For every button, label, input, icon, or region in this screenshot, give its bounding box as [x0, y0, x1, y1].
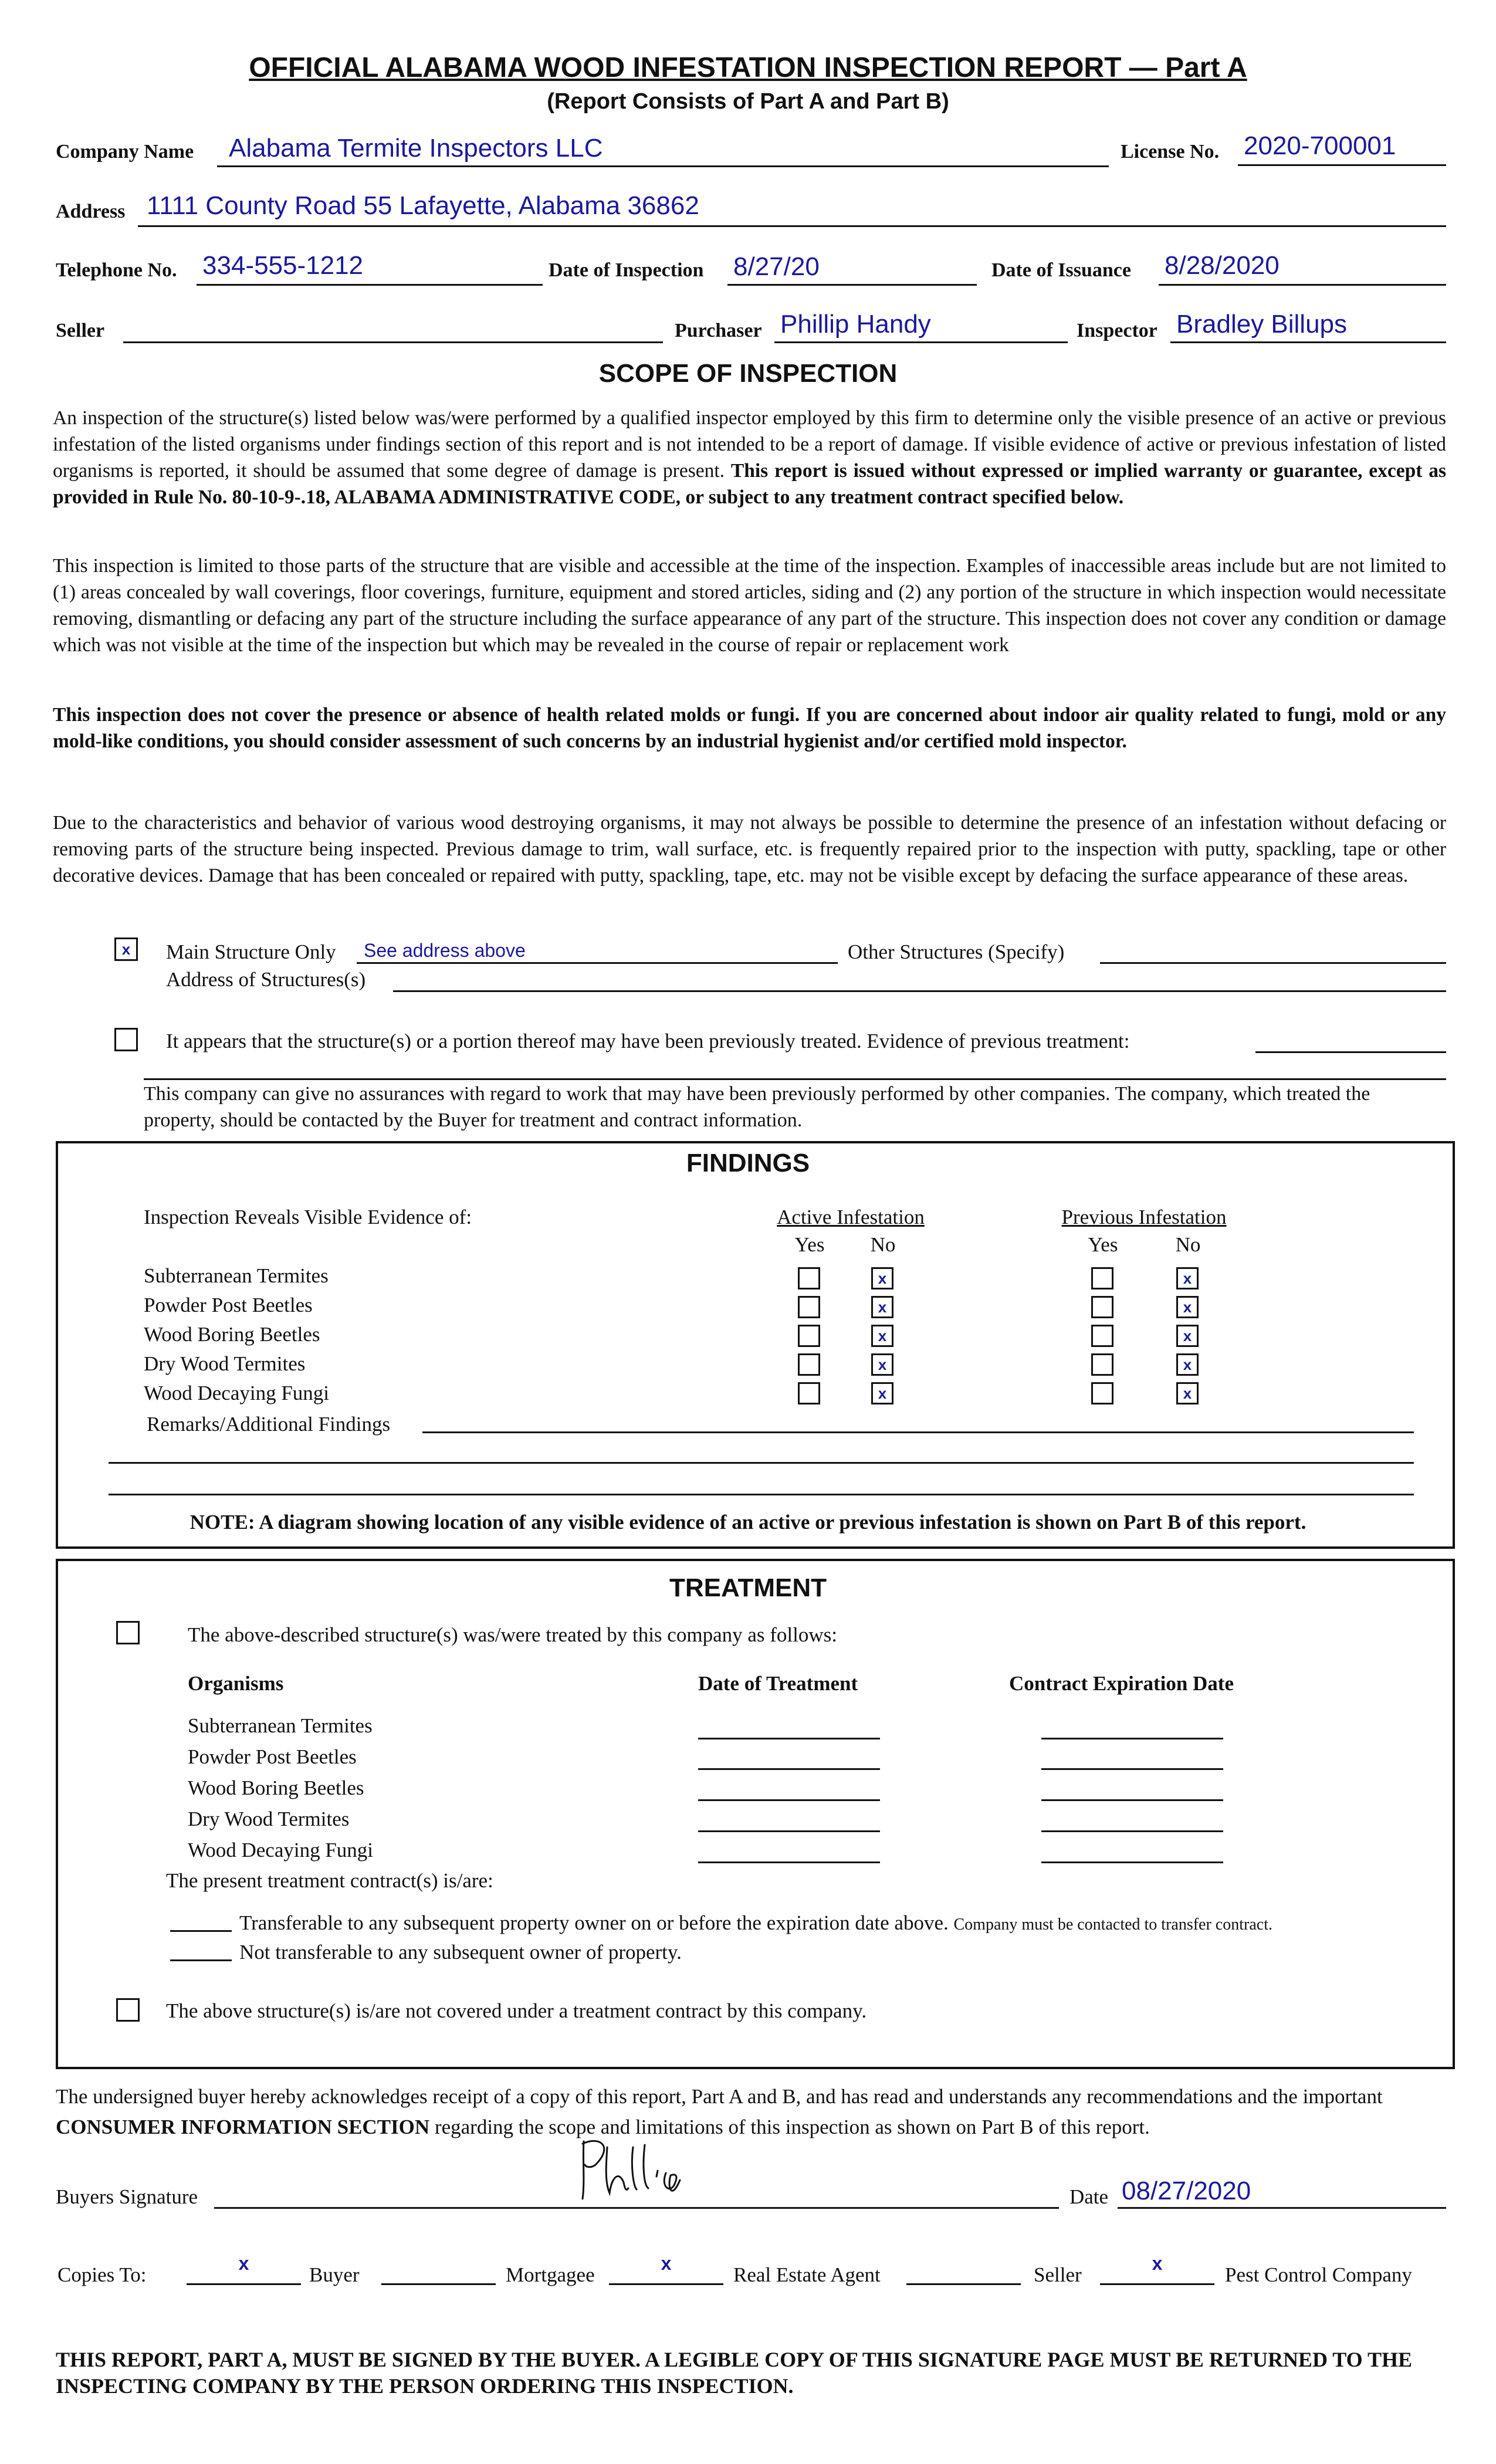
- active-no-checkbox[interactable]: x: [871, 1296, 893, 1318]
- copies-agent-line: [609, 2283, 723, 2285]
- scope-paragraph-3: This inspection does not cover the presence or absence of health related molds or fungi. If you are concerned about indoor air quality related to fungi, mold or any mold-like conditions, you should consider assessment of such concerns by an industrial hygienist and/or certified mold inspector.: [53, 704, 1446, 752]
- copies-seller-label: Seller: [1034, 2263, 1082, 2286]
- treatment-organism: Dry Wood Termites: [188, 1808, 350, 1830]
- main-structure-label: Main Structure Only: [166, 940, 336, 963]
- acknowledgement-date-value[interactable]: 08/27/2020: [1122, 2177, 1251, 2205]
- main-structure-value[interactable]: See address above: [364, 940, 526, 961]
- present-contract-label: The present treatment contract(s) is/are:: [166, 1869, 493, 1892]
- active-yes-checkbox[interactable]: [798, 1325, 820, 1347]
- company-name-label: Company Name: [56, 141, 194, 163]
- inspector-label: Inspector: [1077, 320, 1157, 341]
- active-yes-header: Yes: [794, 1233, 825, 1256]
- active-no-checkbox[interactable]: x: [871, 1382, 893, 1404]
- previous-infestation-header: Previous Infestation: [1061, 1206, 1227, 1228]
- copies-mortgagee-label: Mortgagee: [506, 2263, 595, 2286]
- contract-expiration-line[interactable]: [1041, 1830, 1223, 1832]
- treatment-date-line[interactable]: [698, 1768, 880, 1770]
- treated-label: The above-described structure(s) was/were treated by this company as follows:: [188, 1623, 837, 1646]
- buyers-signature-line[interactable]: [214, 2207, 1059, 2209]
- date-of-treatment-column-header: Date of Treatment: [698, 1672, 858, 1695]
- copies-buyer-line: [187, 2283, 301, 2285]
- scope-paragraph-1: An inspection of the structure(s) listed below was/were performed by a qualified inspector employed by this firm to determine only the visible presence of an active or previous infestation of the listed organisms under findings section of this report and is not intended to be a report of damage. If visible evidence of active or previous infestation of listed organisms is reported, it should be assumed that some degree of damage is present. This report is issued without expressed or implied warranty or guarantee, except as provided in Rule No. 80-10-9-.18, ALABAMA ADMINISTRATIVE CODE, or subject to any treatment contract specified below.: [53, 407, 1447, 508]
- address-label: Address: [56, 201, 126, 222]
- scope-heading: SCOPE OF INSPECTION: [598, 359, 898, 388]
- date-inspection-label: Date of Inspection: [549, 259, 704, 281]
- previously-treated-checkbox[interactable]: [114, 1028, 138, 1051]
- purchaser-value[interactable]: Phillip Handy: [780, 310, 931, 339]
- purchaser-label: Purchaser: [675, 320, 762, 341]
- copies-to-label: Copies To:: [57, 2263, 147, 2286]
- copies-pest-line: [1100, 2283, 1214, 2285]
- address-line: [138, 225, 1446, 227]
- treatment-heading: TREATMENT: [669, 1573, 827, 1602]
- seller-line: [123, 341, 663, 343]
- scope-paragraph-4: Due to the characteristics and behavior of various wood destroying organisms, it may not always be possible to determine the presence of an infestation without defacing or removing parts of the structure being inspected. Previous damage to trim, wall surface, etc. is frequently repaired prior to the inspection with putty, spackling, tape or other decorative devices. Damage that has been concealed or repaired with putty, spackling, tape, etc. may not be visible except by defacing the surface appearance of these areas.: [53, 812, 1446, 886]
- previous-yes-checkbox[interactable]: [1091, 1353, 1113, 1376]
- copies-pest-mark[interactable]: x: [1152, 2253, 1163, 2274]
- active-no-checkbox[interactable]: x: [871, 1267, 893, 1289]
- previous-no-checkbox[interactable]: x: [1176, 1382, 1199, 1404]
- previous-yes-checkbox[interactable]: [1091, 1296, 1113, 1318]
- date-inspection-line: [727, 284, 977, 286]
- previous-no-checkbox[interactable]: x: [1176, 1325, 1199, 1347]
- treatment-date-line[interactable]: [698, 1861, 880, 1863]
- report-subtitle: (Report Consists of Part A and Part B): [547, 89, 949, 114]
- treatment-date-line[interactable]: [698, 1738, 880, 1739]
- telephone-line: [197, 284, 543, 286]
- footer-notice: THIS REPORT, PART A, MUST BE SIGNED BY THE BUYER. A LEGIBLE COPY OF THIS SIGNATURE PAGE MUST BE RETURNED TO THE INSPECTING COMPANY BY THE PERSON ORDERING THIS INSPECTION.: [56, 2348, 1413, 2398]
- assurance-text: This company can give no assurances with regard to work that may have been previously performed by other companies. The company, which treated the property, should be contacted by the Buyer for treatment and contract information.: [144, 1083, 1370, 1131]
- previous-no-checkbox[interactable]: x: [1176, 1267, 1199, 1289]
- remarks-line-3[interactable]: [109, 1494, 1414, 1495]
- copies-buyer-mark[interactable]: x: [238, 2253, 249, 2274]
- date-issuance-label: Date of Issuance: [991, 259, 1131, 281]
- treatment-date-line[interactable]: [698, 1799, 880, 1801]
- remarks-label: Remarks/Additional Findings: [147, 1413, 391, 1436]
- active-yes-checkbox[interactable]: [798, 1296, 820, 1318]
- findings-organism: Powder Post Beetles: [144, 1294, 313, 1316]
- previous-treatment-line-1: [1255, 1051, 1446, 1053]
- remarks-line-2[interactable]: [109, 1462, 1414, 1464]
- date-issuance-value[interactable]: 8/28/2020: [1165, 251, 1280, 280]
- active-yes-checkbox[interactable]: [798, 1353, 820, 1376]
- previous-yes-checkbox[interactable]: [1091, 1382, 1113, 1404]
- previous-no-checkbox[interactable]: x: [1176, 1296, 1199, 1318]
- other-structures-label: Other Structures (Specify): [848, 940, 1065, 963]
- previous-yes-checkbox[interactable]: [1091, 1267, 1113, 1289]
- date-label: Date: [1069, 2185, 1109, 2208]
- date-inspection-value[interactable]: 8/27/20: [733, 252, 820, 281]
- acknowledgement-text: The undersigned buyer hereby acknowledges receipt of a copy of this report, Part A and B, and has read and understands any recommendations and the important CONSUMER INFORMATION SECTION regarding the scope and limitations of this inspection as shown on Part B of this report.: [56, 2085, 1383, 2138]
- active-no-checkbox[interactable]: x: [871, 1353, 893, 1376]
- active-no-checkbox[interactable]: x: [871, 1325, 893, 1347]
- active-infestation-header: Active Infestation: [777, 1206, 925, 1228]
- contract-expiration-line[interactable]: [1041, 1861, 1223, 1863]
- findings-organism: Subterranean Termites: [144, 1264, 329, 1287]
- not-transferable-label: Not transferable to any subsequent owner of property.: [239, 1941, 682, 1964]
- not-covered-label: The above structure(s) is/are not covered under a treatment contract by this company.: [166, 1999, 867, 2022]
- purchaser-line: [774, 341, 1068, 343]
- findings-organism: Wood Decaying Fungi: [144, 1382, 330, 1404]
- previously-treated-label: It appears that the structure(s) or a portion thereof may have been previously treated. Evidence of previous treatment:: [166, 1030, 1130, 1052]
- reveals-label: Inspection Reveals Visible Evidence of:: [144, 1206, 472, 1228]
- remarks-line-1[interactable]: [422, 1431, 1414, 1433]
- findings-heading: FINDINGS: [686, 1149, 810, 1177]
- license-value[interactable]: 2020-700001: [1244, 131, 1396, 160]
- treatment-organism: Wood Boring Beetles: [188, 1776, 364, 1799]
- active-no-header: No: [870, 1233, 896, 1256]
- company-name-line: [217, 165, 1109, 167]
- transferable-blank[interactable]: [170, 1930, 232, 1932]
- treatment-organism: Wood Decaying Fungi: [188, 1839, 374, 1861]
- contract-expiration-line[interactable]: [1041, 1738, 1223, 1739]
- treatment-date-line[interactable]: [698, 1830, 880, 1832]
- company-name-value[interactable]: Alabama Termite Inspectors LLC: [229, 134, 603, 163]
- contract-expiration-column-header: Contract Expiration Date: [1009, 1672, 1234, 1695]
- acknowledgement-date-line: [1118, 2207, 1446, 2209]
- findings-note: NOTE: A diagram showing location of any visible evidence of an active or previous infestation is shown on Part B of this report.: [189, 1511, 1307, 1534]
- treatment-organism: Powder Post Beetles: [188, 1745, 357, 1768]
- main-structure-checkbox[interactable]: x: [114, 937, 138, 961]
- telephone-label: Telephone No.: [56, 259, 177, 281]
- active-yes-checkbox[interactable]: [798, 1382, 820, 1404]
- findings-organism: Dry Wood Termites: [144, 1352, 306, 1375]
- other-structures-line: [1100, 962, 1446, 964]
- transferable-label: Transferable to any subsequent property owner on or before the expiration date above. Company must be contacted to transfer contract.: [239, 1911, 1272, 1934]
- copies-pest-label: Pest Control Company: [1225, 2263, 1412, 2286]
- scope-paragraph-2: This inspection is limited to those parts of the structure that are visible and accessible at the time of the inspection. Examples of inaccessible areas include but are not limited to (1) areas concealed by wall coverings, floor coverings, furniture, equipment and stored articles, siding and (2) any portion of the structure in which inspection would necessitate removing, dismantling or defacing any part of the structure including the surface appearance of any part of the structure. This inspection does not cover any condition or damage which was not visible at the time of the inspection but which may be revealed in the course of repair or replacement work: [53, 555, 1446, 656]
- main-structure-line: [357, 962, 838, 964]
- findings-organism: Wood Boring Beetles: [144, 1323, 320, 1346]
- previous-treatment-line-2: [144, 1078, 1446, 1080]
- telephone-value[interactable]: 334-555-1212: [202, 251, 364, 280]
- copies-buyer-label: Buyer: [309, 2263, 360, 2286]
- buyers-signature-label: Buyers Signature: [56, 2185, 198, 2208]
- not-transferable-blank[interactable]: [170, 1959, 232, 1961]
- license-line: [1238, 164, 1446, 166]
- address-value[interactable]: 1111 County Road 55 Lafayette, Alabama 36862: [147, 191, 699, 220]
- organisms-column-header: Organisms: [188, 1672, 284, 1695]
- address-structures-line: [393, 990, 1446, 992]
- report-title: OFFICIAL ALABAMA WOOD INFESTATION INSPECTION REPORT — Part A: [249, 52, 1247, 83]
- copies-agent-label: Real Estate Agent: [733, 2263, 881, 2286]
- seller-label: Seller: [56, 320, 105, 341]
- date-issuance-line: [1159, 284, 1446, 286]
- contract-expiration-line[interactable]: [1041, 1768, 1223, 1770]
- copies-mortgagee-line: [381, 2283, 496, 2285]
- not-covered-checkbox[interactable]: [116, 1998, 140, 2022]
- previous-no-checkbox[interactable]: x: [1176, 1353, 1199, 1376]
- active-yes-checkbox[interactable]: [798, 1267, 820, 1289]
- copies-seller-line: [906, 2283, 1021, 2285]
- previous-yes-checkbox[interactable]: [1091, 1325, 1113, 1347]
- address-structures-label: Address of Structures(s): [166, 968, 366, 991]
- buyers-signature-image: [572, 2124, 695, 2206]
- inspector-value[interactable]: Bradley Billups: [1176, 310, 1348, 339]
- contract-expiration-line[interactable]: [1041, 1799, 1223, 1801]
- license-label: License No.: [1121, 141, 1220, 163]
- inspector-line: [1170, 341, 1446, 343]
- treatment-organism: Subterranean Termites: [188, 1714, 373, 1737]
- previous-no-header: No: [1175, 1233, 1201, 1256]
- treated-checkbox[interactable]: [116, 1621, 140, 1644]
- previous-yes-header: Yes: [1088, 1233, 1118, 1256]
- copies-agent-mark[interactable]: x: [661, 2253, 672, 2274]
